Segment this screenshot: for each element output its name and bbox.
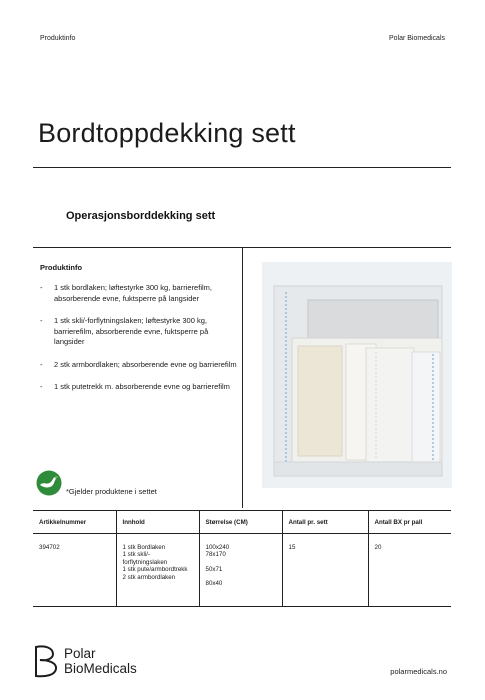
ecolabel-note: *Gjelder produktene i settet [66, 487, 157, 496]
header-left-label: Produktinfo [40, 35, 76, 42]
page-title: Bordtoppdekking sett [38, 118, 296, 148]
size-line: 80x40 [205, 580, 223, 588]
column-header-per-set: Antall pr. sett [282, 511, 368, 534]
product-info-list [40, 283, 240, 405]
column-header-per-pallet: Antall BX pr pall [368, 511, 451, 534]
website-link[interactable]: polarmedicals.no [390, 667, 447, 676]
list-item [40, 283, 240, 304]
product-photo [262, 262, 452, 488]
article-number-cell: 394702 [33, 534, 116, 607]
contents-cell [116, 534, 199, 607]
list-item-text: 1 stk bordlaken; løftestyrke 300 kg, barrierefilm, absorberende evne, fuktsperre på langsider [54, 283, 212, 303]
per-pallet-cell: 20 [368, 534, 451, 607]
contents-line: 1 stk skli/- [122, 551, 151, 559]
bullet-dash: - [40, 316, 43, 325]
size-cell [199, 534, 282, 607]
list-item [40, 382, 240, 393]
column-header-contents: Innhold [116, 511, 199, 534]
brand-line-1: Polar [64, 646, 96, 661]
size-line: 50x71 [205, 565, 223, 573]
contents-line: 1 stk Bordlaken [122, 544, 166, 551]
bullet-dash: - [40, 283, 43, 292]
title-divider [33, 167, 451, 168]
list-item-text: 1 stk putetrekk m. absorberende evne og barrierefilm [54, 382, 230, 391]
bullet-dash: - [40, 359, 43, 369]
nordic-swan-ecolabel-icon [36, 470, 62, 496]
polar-biomedicals-logo-icon [33, 644, 59, 678]
header-company-name: Polar Biomedicals [388, 35, 445, 42]
size-line: 78x170 [205, 551, 226, 559]
bullet-dash: - [40, 382, 43, 391]
page-subtitle: Operasjonsborddekking sett [66, 210, 216, 222]
table-header-row [33, 511, 451, 534]
list-item [40, 360, 240, 371]
list-item-text: 2 stk armbordlaken; absorberende evne og barrierefilm [54, 359, 237, 369]
product-info-heading: Produktinfo [40, 263, 83, 272]
per-set-cell: 15 [282, 534, 368, 607]
contents-line: forflytningslaken [122, 558, 168, 566]
brand-logo-text [64, 646, 137, 676]
column-header-size: Størrelse (CM) [199, 511, 282, 534]
contents-line: 1 stk pute/armbordtrekk [122, 566, 188, 574]
brand-line-2: BioMedicals [64, 661, 137, 676]
list-item [40, 316, 240, 348]
contents-line: 2 stk armbordlaken [122, 573, 176, 581]
column-header-article: Artikkelnummer [33, 511, 116, 534]
product-spec-table [33, 510, 451, 607]
column-divider [242, 248, 243, 508]
list-item-text: 1 stk skli/-forflytningslaken; løftestyrke 300 kg, barrierefilm, absorberende evne, fuktsperre på langsider [54, 316, 209, 346]
size-line: 100x240 [205, 544, 230, 551]
table-row [33, 534, 451, 607]
